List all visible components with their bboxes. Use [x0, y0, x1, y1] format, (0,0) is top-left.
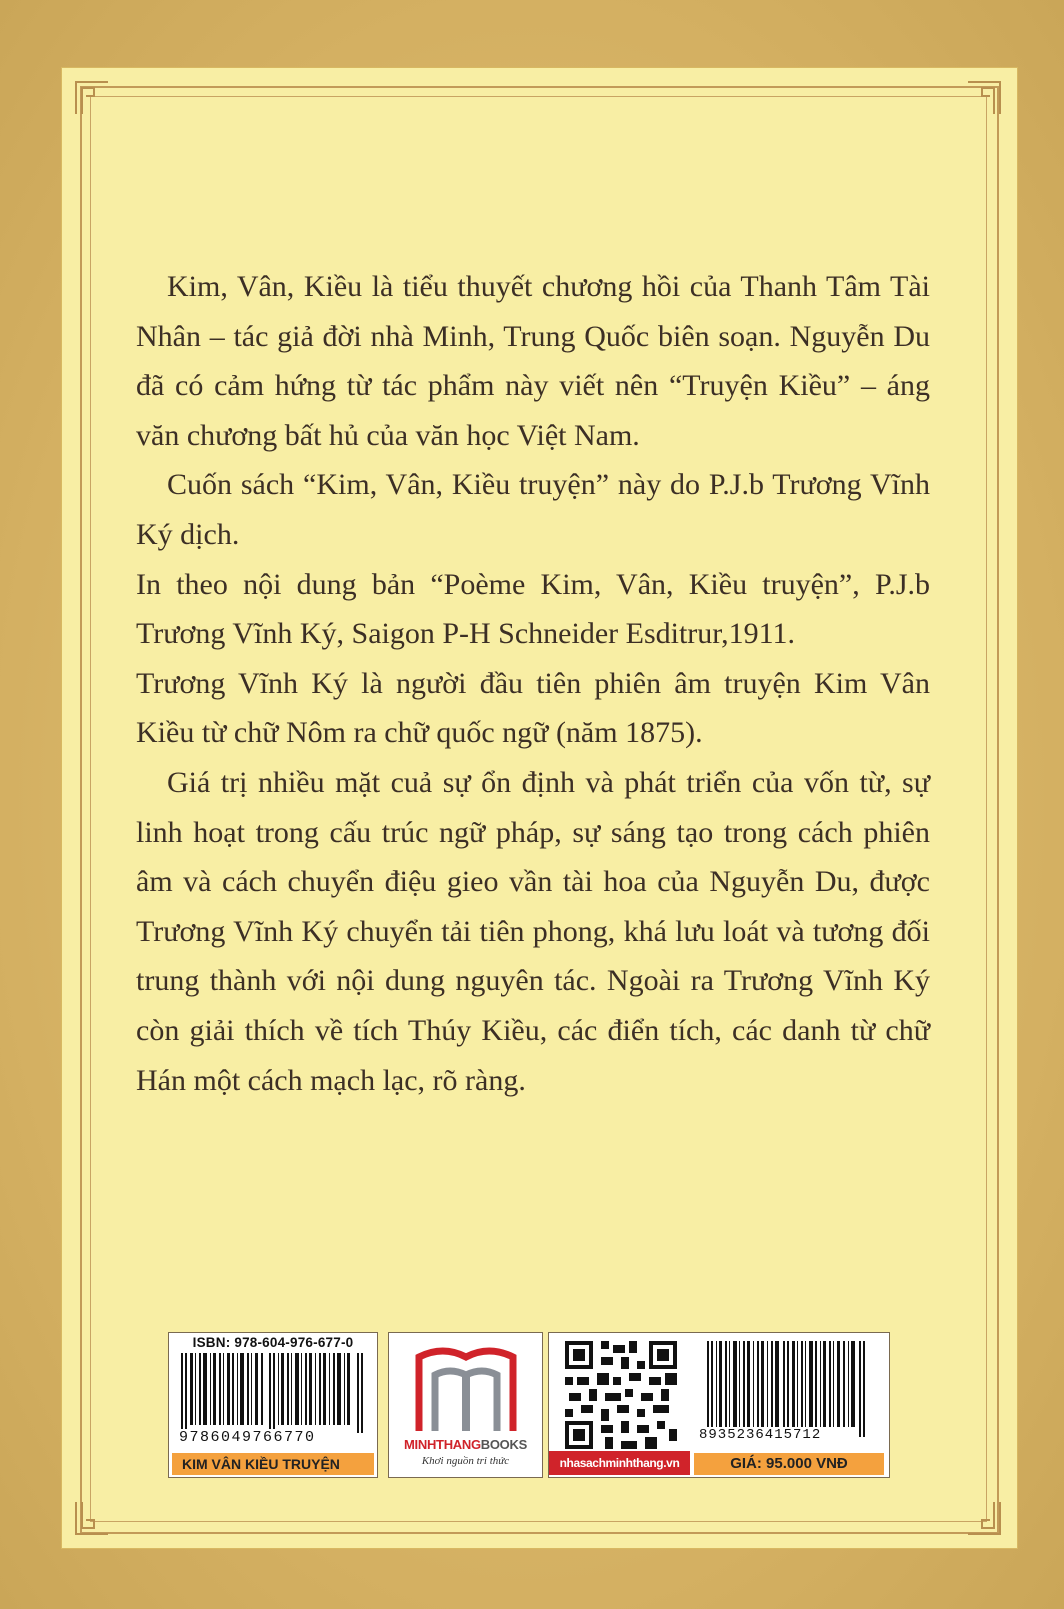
corner-ornament-icon: [966, 1500, 1002, 1536]
book-title-strip: KIM VÂN KIỀU TRUYỆN: [172, 1453, 374, 1475]
paragraph-source-edition: In theo nội dung bản “Poème Kim, Vân, Kiều truyện”, P.J.b Trương Vĩnh Ký, Saigon P-H Schneider Esditrur,1911.: [136, 567, 930, 651]
product-barcode-digits: 8935236415712: [699, 1427, 822, 1443]
corner-ornament-icon: [74, 1500, 110, 1536]
back-cover-text: [136, 262, 930, 1105]
isbn-label: ISBN: 978-604-976-677-0: [192, 1335, 354, 1350]
corner-ornament-icon: [966, 80, 1002, 116]
isbn-barcode-digits: 9786049766770: [179, 1429, 316, 1446]
corner-ornament-icon: [74, 80, 110, 116]
paragraph-translator: Cuốn sách “Kim, Vân, Kiều truyện” này do P.J.b Trương Vĩnh Ký dịch.: [136, 468, 930, 551]
publisher-name-part1: MINHTHANG: [404, 1437, 481, 1452]
paragraph-intro: Kim, Vân, Kiều là tiểu thuyết chương hồi của Thanh Tâm Tài Nhân – tác giả đời nhà Minh, Trung Quốc biên soạn. Nguyễn Du đã có cảm hứng từ tác phẩm này viết nên “Truyện Kiều” – áng văn chương bất hủ của văn học Việt Nam.: [136, 270, 930, 452]
publisher-slogan: Khơi nguồn tri thức: [421, 1455, 510, 1467]
product-barcode-icon: [707, 1341, 877, 1437]
price-label: GIÁ: 95.000 VNĐ: [694, 1453, 884, 1475]
paragraph-first-transcription: Trương Vĩnh Ký là người đầu tiên phiên âm truyện Kim Vân Kiều từ chữ Nôm ra chữ quốc ngữ (năm 1875).: [136, 666, 930, 750]
book-logo-icon: [413, 1343, 519, 1435]
paragraph-value: Giá trị nhiều mặt cuả sự ổn định và phát triển của vốn từ, sự linh hoạt trong cấu trúc ngữ pháp, sự sáng tạo trong cách phiên âm và cách chuyển điệu gieo vần tài hoa của Nguyễn Du, được Trương Vĩnh Ký chuyển tải tiên phong, khá lưu loát và tương đối trung thành với nội dung nguyên tác. Ngoài ra Trương Vĩnh Ký còn giải thích về tích Thúy Kiều, các điển tích, các danh từ chữ Hán một cách mạch lạc, rõ ràng.: [136, 765, 930, 1097]
publisher-name: [389, 1437, 542, 1452]
publisher-logo-box: [388, 1332, 543, 1478]
isbn-barcode-icon: [181, 1353, 365, 1433]
qr-code-icon: [565, 1341, 677, 1449]
publisher-name-part2: BOOKS: [480, 1437, 527, 1452]
publisher-website: nhasachminhthang.vn: [549, 1451, 690, 1475]
